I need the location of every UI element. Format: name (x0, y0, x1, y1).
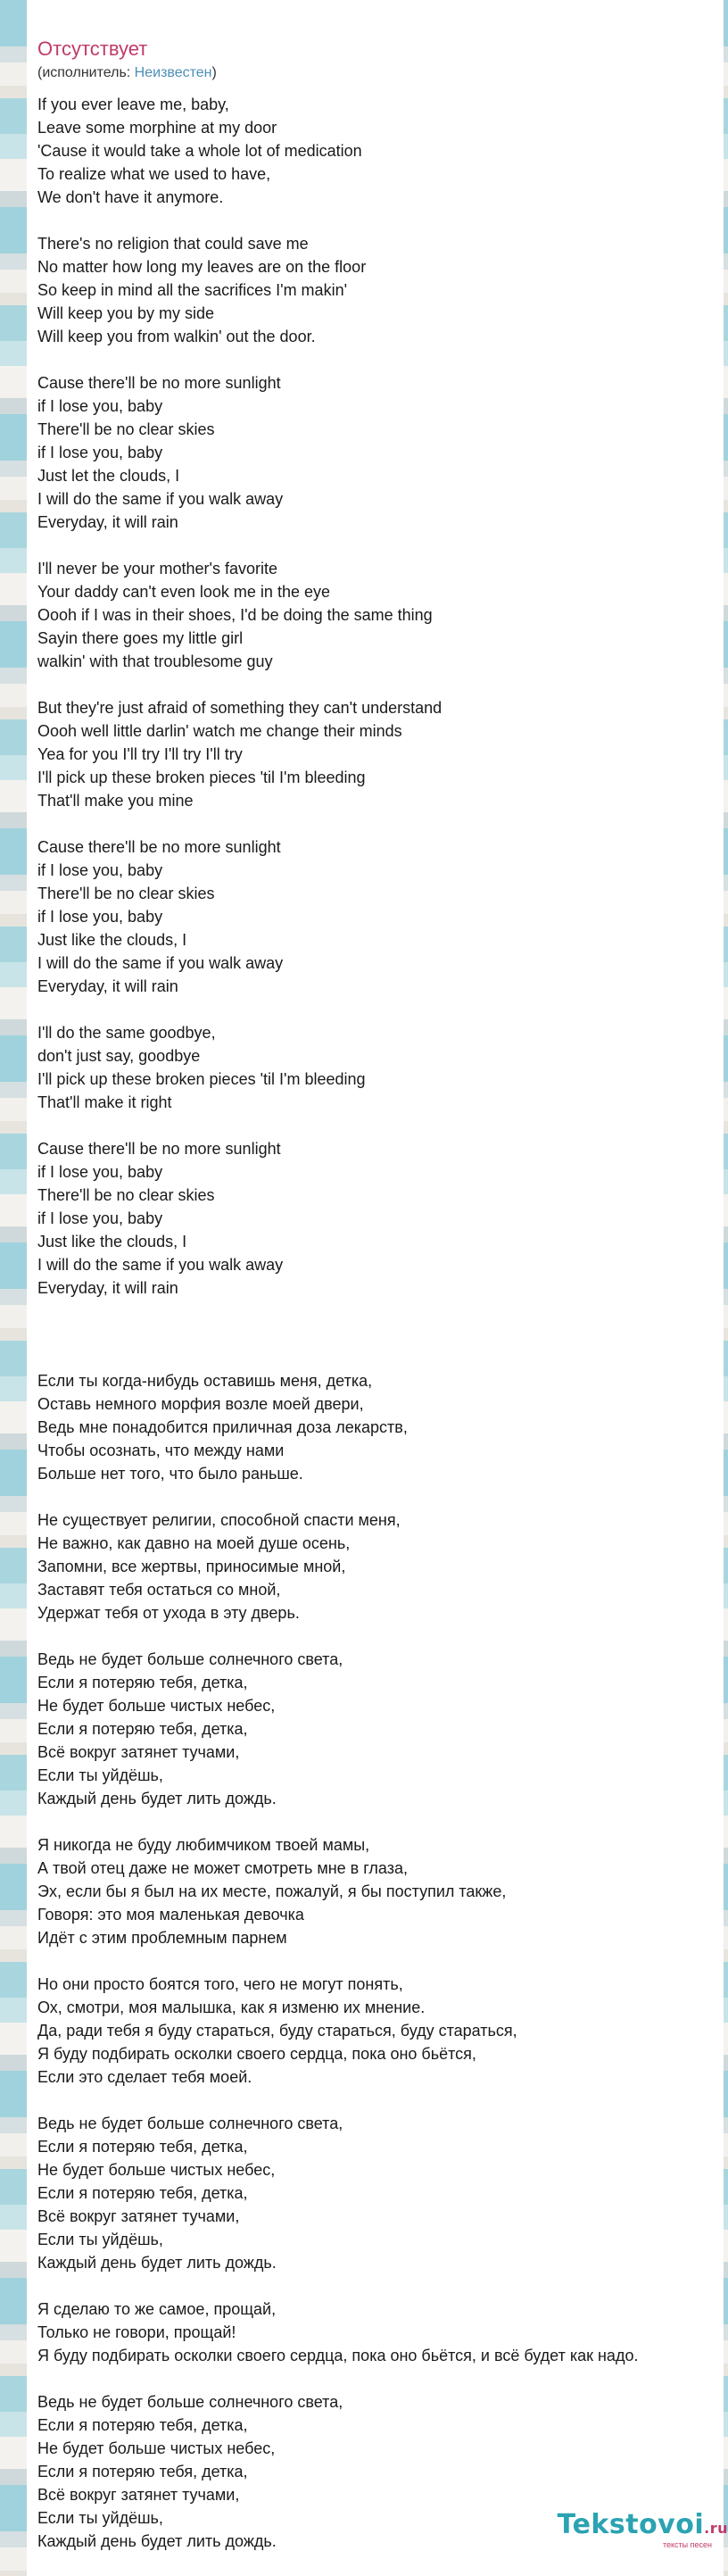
lyric-line: I will do the same if you walk away (37, 954, 284, 972)
song-title: Отсутствует (37, 37, 148, 60)
lyric-line: walkin' with that troublesome guy (37, 652, 273, 670)
lyric-line: Я буду подбирать осколки своего сердца, пока оно бьётся, (37, 2045, 476, 2063)
lyric-line: Не будет больше чистых небес, (37, 2439, 276, 2457)
lyric-line: Не будет больше чистых небес, (37, 1697, 276, 1715)
lyric-line: Yea for you I'll try I'll try I'll try (37, 745, 243, 763)
artist-line (37, 64, 217, 82)
lyric-line: Каждый день будет лить дождь. (37, 1790, 277, 1807)
lyrics-body (37, 93, 638, 2576)
lyric-line: Just like the clouds, I (37, 1233, 187, 1251)
lyric-line: if I lose you, baby (37, 908, 163, 926)
lyric-line: Я никогда не буду любимчиком твоей мамы, (37, 1836, 370, 1854)
lyric-line: Не будет больше чистых небес, (37, 2161, 276, 2179)
lyric-line: There'll be no clear skies (37, 420, 215, 438)
lyrics-separator (37, 1323, 638, 1369)
lyric-line: I'll pick up these broken pieces 'til I'm bleeding (37, 769, 366, 786)
lyrics-translation (37, 1369, 638, 2553)
lyric-line: I will do the same if you walk away (37, 1256, 284, 1274)
lyric-line: Если это сделает тебя моей. (37, 2068, 252, 2086)
lyric-line: Если я потеряю тебя, детка, (37, 1674, 248, 1691)
lyric-line: Everyday, it will rain (37, 513, 178, 531)
lyric-line: Ведь не будет больше солнечного света, (37, 2115, 343, 2132)
lyric-line: Только не говори, прощай! (37, 2323, 236, 2341)
lyrics-stanza (37, 1833, 638, 1949)
lyric-line: No matter how long my leaves are on the floor (37, 258, 367, 276)
lyric-line: Если я потеряю тебя, детка, (37, 1720, 248, 1738)
lyric-line: Cause there'll be no more sunlight (37, 1140, 281, 1158)
lyric-line: We don't have it anymore. (37, 188, 224, 206)
lyric-line: Да, ради тебя я буду стараться, буду стараться, буду стараться, (37, 2022, 517, 2040)
lyric-line: Everyday, it will rain (37, 1279, 178, 1297)
lyric-line: if I lose you, baby (37, 861, 163, 879)
logo-name: Tekstovoi (557, 2509, 705, 2540)
lyric-line: Запомни, все жертвы, приносимые мной, (37, 1558, 346, 1575)
lyric-line: Cause there'll be no more sunlight (37, 374, 281, 392)
lyric-line: Не важно, как давно на моей душе осень, (37, 1534, 351, 1552)
lyric-line: Если я потеряю тебя, детка, (37, 2463, 248, 2480)
lyric-line: Oooh well little darlin' watch me change their minds (37, 722, 402, 740)
lyric-line: That'll make it right (37, 1093, 172, 1111)
lyric-line: if I lose you, baby (37, 1209, 163, 1227)
lyric-line: Всё вокруг затянет тучами, (37, 1743, 240, 1761)
lyric-line: There'll be no clear skies (37, 885, 215, 902)
lyric-line: А твой отец даже не может смотреть мне в глаза, (37, 1859, 408, 1877)
lyrics-stanza (37, 1648, 638, 1810)
lyric-line: Если ты уйдёшь, (37, 1766, 163, 1784)
lyric-line: if I lose you, baby (37, 397, 163, 415)
lyrics-original (37, 93, 638, 1300)
lyric-line: Всё вокруг затянет тучами, (37, 2207, 240, 2225)
lyrics-stanza (37, 1021, 638, 1114)
lyric-line: Удержат тебя от ухода в эту дверь. (37, 1604, 300, 1622)
artist-suffix: ) (211, 65, 217, 80)
lyric-line: Я буду подбирать осколки своего сердца, пока оно бьётся, и всё будет как надо. (37, 2347, 639, 2364)
lyric-line: Каждый день будет лить дождь. (37, 2254, 277, 2272)
lyric-line: Если я потеряю тебя, детка, (37, 2184, 248, 2202)
artist-prefix: (исполнитель: (37, 65, 135, 80)
lyric-line: Leave some morphine at my door (37, 119, 277, 137)
lyric-line: Оставь немного морфия возле моей двери, (37, 1395, 364, 1413)
lyric-line: Sayin there goes my little girl (37, 629, 244, 647)
lyric-line: Идёт с этим проблемным парнем (37, 1929, 287, 1947)
lyric-line: Говоря: это моя маленькая девочка (37, 1906, 304, 1924)
lyric-line: Ведь мне понадобится приличная доза лекарств, (37, 1418, 408, 1436)
lyrics-stanza (37, 557, 638, 673)
lyric-line: That'll make you mine (37, 792, 194, 810)
lyrics-stanza (37, 371, 638, 534)
lyric-line: To realize what we used to have, (37, 165, 271, 183)
lyric-line: I will do the same if you walk away (37, 490, 284, 508)
lyric-line: Will keep you from walkin' out the door. (37, 328, 316, 345)
lyrics-stanza (37, 2112, 638, 2274)
lyrics-stanza (37, 1369, 638, 1485)
logo-tld: .ru (704, 2520, 728, 2537)
lyric-line: Но они просто боятся того, чего не могут понять, (37, 1975, 403, 1993)
lyric-line: 'Cause it would take a whole lot of medication (37, 142, 362, 160)
lyric-line: Заставят тебя остаться со мной, (37, 1581, 281, 1599)
lyric-line: Ох, смотри, моя малышка, как я изменю их мнение. (37, 1998, 426, 2016)
lyric-line: Ведь не будет больше солнечного света, (37, 1650, 343, 1668)
lyric-line: I'll pick up these broken pieces 'til I'm bleeding (37, 1070, 366, 1088)
lyric-line: Не существует религии, способной спасти меня, (37, 1511, 401, 1529)
lyric-line: Will keep you by my side (37, 304, 215, 322)
lyric-line: Если я потеряю тебя, детка, (37, 2138, 248, 2156)
lyrics-stanza (37, 93, 638, 209)
lyric-line: Если ты уйдёшь, (37, 2509, 163, 2527)
lyric-line: Я сделаю то же самое, прощай, (37, 2300, 277, 2318)
lyrics-stanza (37, 1508, 638, 1625)
lyric-line: So keep in mind all the sacrifices I'm makin' (37, 281, 348, 299)
lyric-line: I'll never be your mother's favorite (37, 560, 277, 578)
lyric-line: But they're just afraid of something they can't understand (37, 699, 443, 717)
lyric-line: Your daddy can't even look me in the eye (37, 583, 330, 601)
lyric-line: Everyday, it will rain (37, 977, 178, 995)
lyric-line: There'll be no clear skies (37, 1186, 215, 1204)
lyric-line: Каждый день будет лить дождь. (37, 2532, 277, 2550)
lyric-line: Just let the clouds, I (37, 467, 180, 485)
lyric-line: Just like the clouds, I (37, 931, 187, 949)
lyric-line: Cause there'll be no more sunlight (37, 838, 281, 856)
lyric-line: Oooh if I was in their shoes, I'd be doing the same thing (37, 606, 433, 624)
lyric-line: Больше нет того, что было раньше. (37, 1465, 303, 1483)
lyric-line: Если я потеряю тебя, детка, (37, 2416, 248, 2434)
lyric-line: Всё вокруг затянет тучами, (37, 2486, 240, 2504)
artist-link[interactable]: Неизвестен (134, 65, 212, 80)
lyric-line: I'll do the same goodbye, (37, 1024, 216, 1042)
lyric-line: if I lose you, baby (37, 1163, 163, 1181)
lyrics-stanza (37, 835, 638, 998)
lyrics-stanza (37, 232, 638, 348)
lyric-line: Если ты уйдёшь, (37, 2231, 163, 2248)
lyric-line: If you ever leave me, baby, (37, 96, 229, 113)
lyric-line: Чтобы осознать, что между нами (37, 1442, 285, 1459)
lyric-line: if I lose you, baby (37, 444, 163, 461)
lyrics-stanza (37, 1137, 638, 1300)
lyric-line: don't just say, goodbye (37, 1047, 201, 1065)
lyrics-card (27, 0, 728, 2576)
lyric-line: Если ты когда-нибудь оставишь меня, детка, (37, 1372, 373, 1390)
lyric-line: Ведь не будет больше солнечного света, (37, 2393, 343, 2411)
lyrics-stanza (37, 1973, 638, 2089)
lyric-line: Эх, если бы я был на их месте, пожалуй, я бы поступил также, (37, 1882, 507, 1900)
lyrics-stanza (37, 696, 638, 812)
logo-wordmark (517, 2510, 728, 2544)
site-logo[interactable] (517, 2509, 728, 2549)
logo-tagline: тексты песен (662, 2540, 712, 2549)
lyrics-stanza (37, 2298, 638, 2367)
lyric-line: There's no religion that could save me (37, 235, 309, 253)
